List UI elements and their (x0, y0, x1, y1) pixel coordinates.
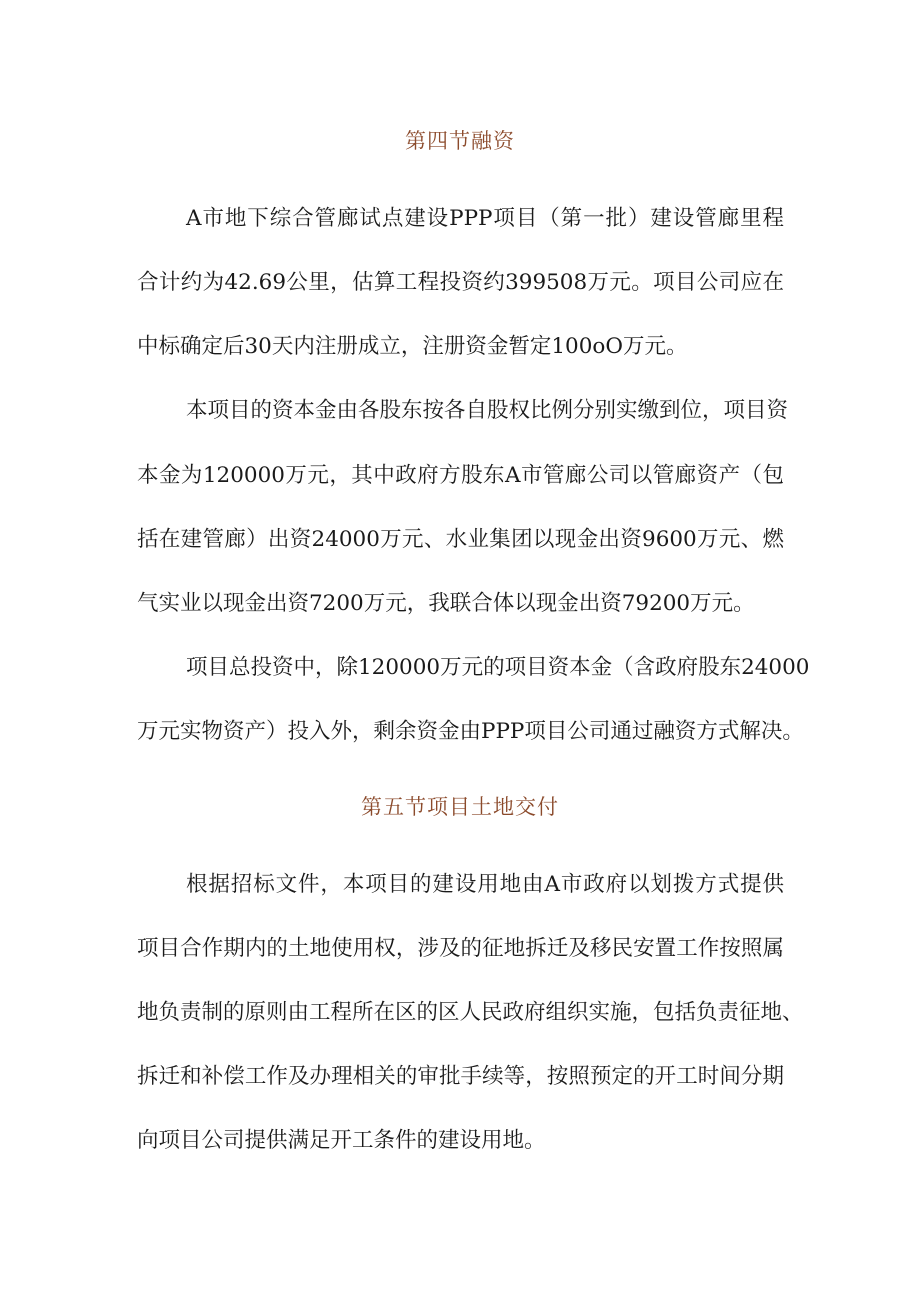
paragraph-line: 向项目公司提供满足开工条件的建设用地。 (137, 1128, 546, 1153)
paragraph-line: 地负责制的原则由工程所在区的区人民政府组织实施，包括负责征地、 (137, 1000, 804, 1025)
paragraph-line: 气实业以现金出资7200万元，我联合体以现金出资79200万元。 (137, 591, 755, 616)
paragraph-line: 项目合作期内的土地使用权，涉及的征地拆迁及移民安置工作按照属 (137, 936, 784, 961)
paragraph-line: 本项目的资本金由各股东按各自股权比例分别实缴到位，项目资 (186, 398, 789, 423)
paragraph-line: 合计约为42.69公里，估算工程投资约399508万元。项目公司应在 (137, 270, 784, 295)
paragraph-line: 括在建管廊）出资24000万元、水业集团以现金出资9600万元、燃 (137, 527, 784, 552)
paragraph-line: 中标确定后30天内注册成立，注册资金暂定100oO万元。 (137, 334, 688, 359)
section-title-financing: 第四节融资 (405, 129, 515, 153)
section-title-land-delivery: 第五节项目土地交付 (361, 795, 559, 819)
paragraph-line: 本金为120000万元，其中政府方股东A市管廊公司以管廊资产（包 (137, 463, 784, 488)
paragraph-line: 拆迁和补偿工作及办理相关的审批手续等，按照预定的开工时间分期 (137, 1064, 784, 1089)
paragraph-line: A市地下综合管廊试点建设PPP项目（第一批）建设管廊里程 (186, 206, 784, 231)
paragraph-line: 万元实物资产）投入外，剩余资金由PPP项目公司通过融资方式解决。 (137, 719, 804, 744)
paragraph-line: 根据招标文件，本项目的建设用地由A市政府以划拨方式提供 (186, 872, 784, 897)
paragraph-line: 项目总投资中，除120000万元的项目资本金（含政府股东24000 (186, 655, 810, 680)
